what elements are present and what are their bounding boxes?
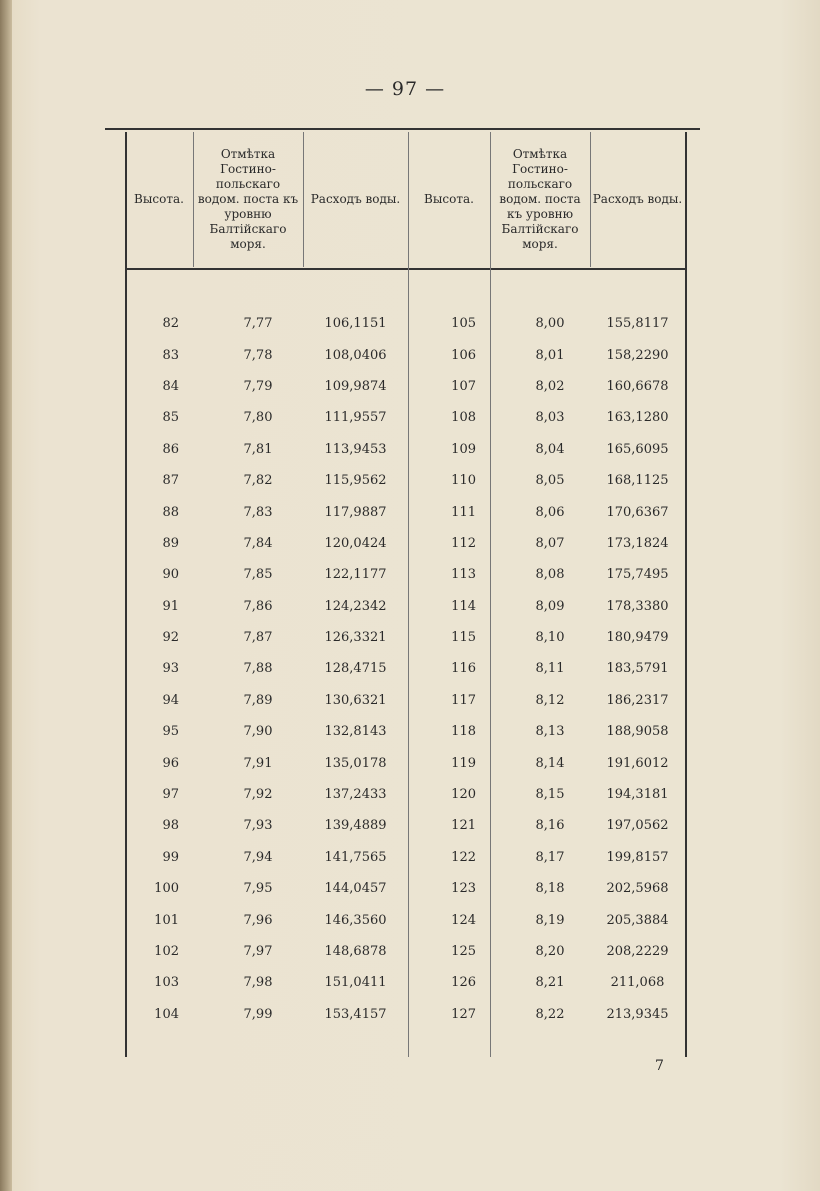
table-row [125,873,685,904]
mark-cell: 7,77 [243,316,273,332]
discharge-cell: 130,6321 [324,692,387,708]
discharge-cell: 146,3560 [324,912,387,928]
discharge-cell: 194,3181 [606,787,669,803]
mark-cell: 7,83 [243,504,273,520]
mark-cell: 7,94 [243,849,273,865]
header-height-1: Высота. [134,191,184,206]
mark-cell: 7,82 [243,473,273,489]
height-cell: 122 [451,849,476,865]
discharge-cell: 111,9557 [324,410,387,426]
mark-cell: 8,18 [535,881,565,897]
mark-cell: 8,07 [535,535,565,551]
mark-cell: 7,92 [243,787,273,803]
discharge-cell: 188,9058 [606,724,669,740]
mark-cell: 8,01 [535,347,565,363]
discharge-cell: 197,0562 [606,818,669,834]
discharge-cell: 137,2433 [324,787,387,803]
height-cell: 101 [154,912,179,928]
mark-cell: 7,97 [243,944,273,959]
header-mark-1: Отмѣтка Гостино-польскаго водом. поста къ уровню Балтійскаго моря. [197,146,299,251]
mark-cell: 8,16 [535,818,565,834]
mark-cell: 7,91 [243,755,273,771]
height-cell: 118 [451,724,476,740]
discharge-cell: 205,3884 [606,912,669,928]
height-cell: 124 [451,912,476,928]
mark-cell: 8,20 [535,944,565,959]
table-row [125,716,685,747]
mark-cell: 7,88 [243,661,273,677]
table-row [125,434,685,465]
table-row [125,591,685,622]
height-cell: 102 [154,944,179,959]
height-cell: 125 [451,944,476,959]
mark-cell: 8,11 [535,661,565,677]
discharge-cell: 175,7495 [606,567,669,583]
height-cell: 116 [451,661,476,677]
mark-cell: 7,93 [243,818,273,834]
discharge-cell: 173,1824 [606,535,669,551]
mark-cell: 7,86 [243,598,273,614]
table-row [125,465,685,496]
height-cell: 84 [162,378,179,394]
height-cell: 86 [162,441,179,457]
discharge-cell: 160,6678 [606,378,669,394]
height-cell: 87 [162,473,179,489]
table-row [125,936,685,967]
discharge-cell: 153,4157 [324,1006,387,1022]
discharge-cell: 211,068 [610,975,665,991]
table-row [125,622,685,653]
height-cell: 93 [162,661,179,677]
height-cell: 88 [162,504,179,520]
mark-cell: 7,96 [243,912,273,928]
discharge-cell: 124,2342 [324,598,387,614]
height-cell: 92 [162,630,179,646]
header-discharge-2: Расходъ воды. [592,191,683,206]
discharge-cell: 120,0424 [324,535,387,551]
discharge-cell: 132,8143 [324,724,387,740]
book-spine [0,0,12,1191]
table-body [125,268,685,1030]
height-cell: 117 [451,692,476,708]
mark-cell: 7,98 [243,975,273,991]
discharge-cell: 122,1177 [324,567,387,583]
table-row [125,528,685,559]
header-mark-2: Отмѣтка Гостино-польскаго водом. поста къ уровню Балтійскаго моря. [499,146,581,251]
height-cell: 100 [154,881,179,897]
discharge-table [105,128,700,1058]
discharge-cell: 139,4889 [324,818,387,834]
height-cell: 108 [451,410,476,426]
discharge-cell: 151,0411 [324,975,387,991]
table-row [125,810,685,841]
height-cell: 109 [451,441,476,457]
mark-cell: 8,17 [535,849,565,865]
mark-cell: 8,09 [535,598,565,614]
discharge-cell: 158,2290 [606,347,669,363]
height-cell: 119 [451,755,476,771]
discharge-cell: 213,9345 [606,1006,669,1022]
discharge-cell: 165,6095 [606,441,669,457]
discharge-cell: 115,9562 [324,473,387,489]
discharge-cell: 108,0406 [324,347,387,363]
mark-cell: 8,02 [535,378,565,394]
discharge-cell: 168,1125 [606,473,669,489]
discharge-cell: 199,8157 [606,849,669,865]
discharge-cell: 180,9479 [606,630,669,646]
mark-cell: 8,21 [535,975,565,991]
header-discharge-1: Расходъ воды. [310,191,401,206]
mark-cell: 8,08 [535,567,565,583]
mark-cell: 7,79 [243,378,273,394]
table-row [125,496,685,527]
table-row [125,308,685,339]
spacer-row [125,268,685,308]
height-cell: 121 [451,818,476,834]
mark-cell: 7,84 [243,535,273,551]
height-cell: 85 [162,410,179,426]
height-cell: 112 [451,535,476,551]
mark-cell: 8,13 [535,724,565,740]
table-row [125,653,685,684]
height-cell: 123 [451,881,476,897]
discharge-cell: 163,1280 [606,410,669,426]
discharge-cell: 183,5791 [606,661,669,677]
discharge-cell: 126,3321 [324,630,387,646]
mark-cell: 8,05 [535,473,565,489]
mark-cell: 7,99 [243,1006,273,1022]
table-row [125,747,685,778]
height-cell: 82 [162,316,179,332]
discharge-cell: 191,6012 [606,755,669,771]
mark-cell: 8,19 [535,912,565,928]
height-cell: 83 [162,347,179,363]
height-cell: 127 [451,1006,476,1022]
mark-cell: 8,22 [535,1006,565,1022]
table-row [125,402,685,433]
height-cell: 115 [451,630,476,646]
table-row [125,999,685,1030]
height-cell: 105 [451,316,476,332]
mark-cell: 7,95 [243,881,273,897]
discharge-cell: 135,0178 [324,755,387,771]
page-number: — 97 — [364,78,446,100]
height-cell: 98 [162,818,179,834]
table-row [125,842,685,873]
discharge-cell: 117,9887 [324,504,387,520]
height-cell: 106 [451,347,476,363]
mark-cell: 7,81 [243,441,273,457]
height-cell: 95 [162,724,179,740]
height-cell: 111 [451,504,476,520]
data-grid [125,130,685,1030]
mark-cell: 8,15 [535,787,565,803]
discharge-cell: 178,3380 [606,598,669,614]
sheet-number: 7 [655,1058,664,1074]
discharge-cell: 170,6367 [606,504,669,520]
table-row [125,904,685,935]
header-height-2: Высота. [424,191,474,206]
mark-cell: 8,00 [535,316,565,332]
height-cell: 90 [162,567,179,583]
table-row [125,339,685,370]
discharge-cell: 113,9453 [324,441,387,457]
height-cell: 103 [154,975,179,991]
table-row [125,559,685,590]
height-cell: 99 [162,849,179,865]
discharge-cell: 148,6878 [324,944,387,959]
height-cell: 126 [451,975,476,991]
mark-cell: 8,10 [535,630,565,646]
height-cell: 113 [451,567,476,583]
discharge-cell: 109,9874 [324,378,387,394]
mark-cell: 7,87 [243,630,273,646]
discharge-cell: 128,4715 [324,661,387,677]
height-cell: 97 [162,787,179,803]
mark-cell: 8,12 [535,692,565,708]
mark-cell: 7,78 [243,347,273,363]
table-row [125,967,685,998]
discharge-cell: 208,2229 [606,944,669,959]
discharge-cell: 144,0457 [324,881,387,897]
mark-cell: 8,14 [535,755,565,771]
discharge-cell: 155,8117 [606,316,669,332]
height-cell: 94 [162,692,179,708]
mark-cell: 8,03 [535,410,565,426]
discharge-cell: 186,2317 [606,692,669,708]
mark-cell: 7,90 [243,724,273,740]
height-cell: 96 [162,755,179,771]
height-cell: 107 [451,378,476,394]
discharge-cell: 106,1151 [324,316,387,332]
mark-cell: 8,04 [535,441,565,457]
mark-cell: 7,80 [243,410,273,426]
height-cell: 114 [451,598,476,614]
discharge-cell: 141,7565 [324,849,387,865]
height-cell: 89 [162,535,179,551]
discharge-cell: 202,5968 [606,881,669,897]
table-right-border [685,132,687,1057]
mark-cell: 7,89 [243,692,273,708]
height-cell: 91 [162,598,179,614]
mark-cell: 7,85 [243,567,273,583]
mark-cell: 8,06 [535,504,565,520]
height-cell: 120 [451,787,476,803]
header-row [125,130,685,268]
table-row [125,779,685,810]
table-row [125,685,685,716]
height-cell: 110 [451,473,476,489]
height-cell: 104 [154,1006,179,1022]
table-row [125,371,685,402]
